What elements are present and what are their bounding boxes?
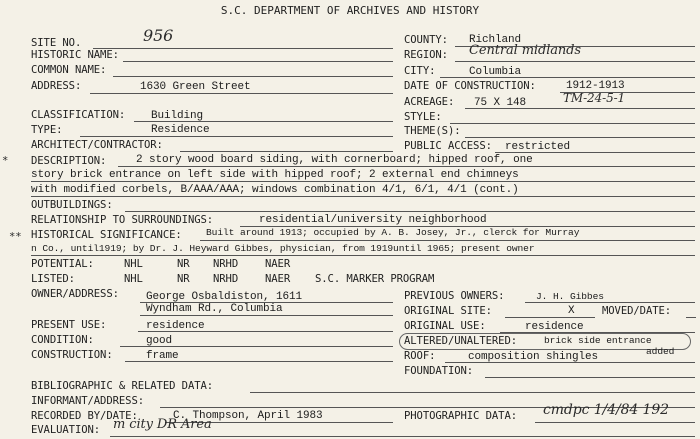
original-site-line [505,317,595,318]
previous-owners-label: PREVIOUS OWNERS: [404,290,505,302]
informant-label: INFORMANT/ADDRESS: [31,395,145,407]
listed-nhl: NHL [124,273,143,285]
significance-line-1: Built around 1913; occupied by A. B. Josey, Jr., clerck for Murray [206,227,580,238]
site-no-line [93,48,393,49]
construction-line [125,361,393,362]
public-access-label: PUBLIC ACCESS: [404,140,492,152]
foundation-line [485,377,695,378]
relationship-label: RELATIONSHIP TO SURROUNDINGS: [31,214,214,226]
bibliographic-label: BIBLIOGRAPHIC & RELATED DATA: [31,380,214,392]
photographic-value: cmdpc 1/4/84 192 [543,402,669,418]
architect-label: ARCHITECT/CONTRACTOR: [31,139,163,151]
roof-value: composition shingles [468,351,599,363]
classification-line [134,121,393,122]
listed-nr: NR [177,273,190,285]
significance-rule-2 [31,255,695,256]
potential-label: POTENTIAL: [31,258,94,270]
potential-nrhd: NRHD [213,258,239,270]
owner-rule-2 [140,315,393,316]
marker-program-label: S.C. MARKER PROGRAM [315,273,435,285]
classification-value: Building [151,110,204,122]
classification-label: CLASSIFICATION: [31,109,126,121]
listed-naer: NAER [265,273,291,285]
site-no-label: SITE NO. [31,37,82,49]
recorded-value: C. Thompson, April 1983 [173,410,323,422]
potential-naer: NAER [265,258,291,270]
description-asterisk: * [2,155,9,167]
significance-rule-1 [200,240,695,241]
style-line [450,123,695,124]
description-rule-1 [118,166,695,167]
card-title: S.C. DEPARTMENT OF ARCHIVES AND HISTORY [220,4,480,17]
listed-label: LISTED: [31,273,75,285]
county-label: COUNTY: [404,34,448,46]
description-line-1: 2 story wood board siding, with cornerboard; hipped roof, one [136,154,533,166]
evaluation-value: m city DR Area [113,417,212,432]
original-use-label: ORIGINAL USE: [404,320,486,332]
region-label: REGION: [404,49,448,61]
bibliographic-line [250,392,695,393]
city-value: Columbia [469,66,522,78]
date-value: 1912-1913 [566,80,625,92]
acreage-line [465,108,695,109]
description-line-2: story brick entrance on left side with hipped roof; 2 external end chimneys [31,169,519,181]
evaluation-line [110,436,695,437]
moved-date-line [686,317,696,318]
condition-label: CONDITION: [31,334,94,346]
themes-line [465,137,695,138]
historic-name-label: HISTORIC NAME: [31,49,119,61]
acreage-label: ACREAGE: [404,96,455,108]
description-rule-3 [31,196,695,197]
foundation-label: FOUNDATION: [404,365,474,377]
condition-value: good [146,335,173,347]
owner-label: OWNER/ADDRESS: [31,288,119,300]
present-use-value: residence [146,320,205,332]
owner-line-2: Wyndham Rd., Columbia [146,303,283,315]
city-label: CITY: [404,65,436,77]
architect-line [180,151,393,152]
common-name-label: COMMON NAME: [31,64,107,76]
significance-line-2: n Co., until1919; by Dr. J. Heyward Gibbes, physician, from 1919until 1965; present owner [31,243,535,254]
outbuildings-line [125,211,695,212]
potential-nr: NR [177,258,190,270]
description-rule-2 [31,181,695,182]
significance-asterisk: ** [9,231,22,243]
historic-name-line [123,61,393,62]
original-site-label: ORIGINAL SITE: [404,305,492,317]
description-line-3: with modified corbels, B/AAA/AAA; windows combination 4/1, 6/1, 4/1 (cont.) [31,184,519,196]
type-value: Residence [151,124,210,136]
description-label: DESCRIPTION: [31,155,107,167]
region-line [455,61,695,62]
potential-nhl: NHL [124,258,143,270]
outbuildings-label: OUTBUILDINGS: [31,199,113,211]
present-use-label: PRESENT USE: [31,319,107,331]
tm-value: TM-24-5-1 [563,91,626,105]
public-access-line [495,152,695,153]
site-no-value: 956 [143,26,174,45]
altered-label: ALTERED/UNALTERED: [404,335,518,347]
previous-owners-value: J. H. Gibbes [536,291,604,302]
type-line [80,136,393,137]
condition-line [120,346,393,347]
type-label: TYPE: [31,124,63,136]
moved-date-label: MOVED/DATE: [602,305,672,317]
address-label: ADDRESS: [31,80,82,92]
previous-owners-line [525,302,695,303]
altered-value: brick side entrance [544,335,652,346]
photographic-line [535,422,695,423]
themes-label: THEME(S): [404,125,461,137]
date-label: DATE OF CONSTRUCTION: [404,80,536,92]
city-line [440,77,695,78]
acreage-value: 75 X 148 [474,97,527,109]
construction-label: CONSTRUCTION: [31,349,113,361]
address-value: 1630 Green Street [140,81,251,93]
evaluation-label: EVALUATION: [31,424,101,436]
recorded-label: RECORDED BY/DATE: [31,410,138,422]
region-value: Central midlands [469,43,581,58]
roof-line [445,362,695,363]
construction-value: frame [146,350,179,362]
county-value: Richland [469,34,522,46]
roof-label: ROOF: [404,350,436,362]
listed-nrhd: NRHD [213,273,239,285]
style-label: STYLE: [404,111,442,123]
photographic-label: PHOTOGRAPHIC DATA: [404,410,518,422]
address-line [90,93,393,94]
original-site-value: X [568,305,575,317]
public-access-value: restricted [505,141,571,153]
owner-line-1: George Osbaldiston, 1611 [146,291,303,303]
original-use-value: residence [525,321,584,333]
significance-label: HISTORICAL SIGNIFICANCE: [31,229,182,241]
roof-note: added [646,346,675,357]
relationship-value: residential/university neighborhood [259,214,487,226]
common-name-line [113,76,393,77]
present-use-line [138,331,393,332]
